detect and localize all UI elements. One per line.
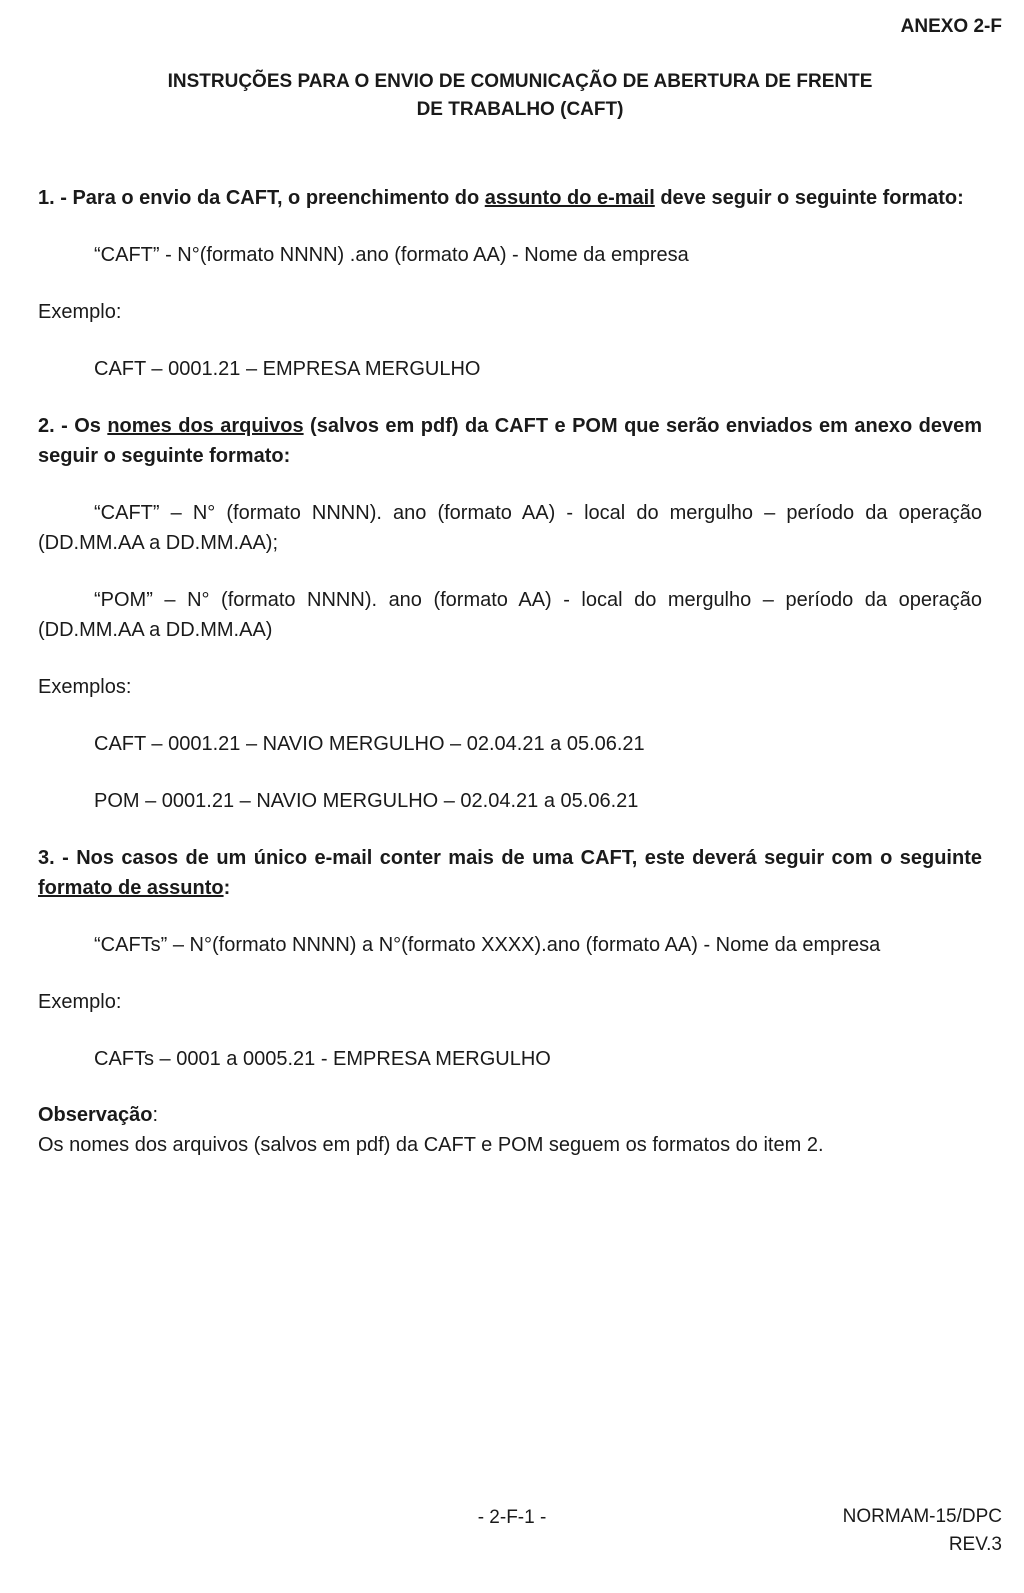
item-2-format-pom: “POM” – N° (formato NNNN). ano (formato AA) - local do mergulho – período da operação (DD.MM.AA a DD.MM.AA) <box>38 589 982 641</box>
item-3-format: “CAFTs” – N°(formato NNNN) a N°(formato XXXX).ano (formato AA) - Nome da empresa <box>94 934 881 956</box>
page-number: - 2-F-1 - <box>477 1507 547 1528</box>
annex-label: ANEXO 2-F <box>900 16 1002 37</box>
item-1-underlined: assunto do e-mail <box>484 187 655 209</box>
item-1-suffix: deve seguir o seguinte formato: <box>654 187 964 209</box>
document-reference <box>843 1503 1002 1559</box>
title-line-1: INSTRUÇÕES PARA O ENVIO DE COMUNICAÇÃO DE ABERTURA DE FRENTE <box>167 71 873 92</box>
item-1-heading <box>38 183 982 213</box>
document-body <box>38 183 982 1160</box>
revision: REV.3 <box>948 1534 1002 1555</box>
item-3-prefix: 3. - Nos casos de um único e-mail conter mais de uma CAFT, este deverá seguir com o seguinte <box>38 847 982 869</box>
title-line-2: DE TRABALHO (CAFT) <box>416 99 624 120</box>
item-2-format-caft: “CAFT” – N° (formato NNNN). ano (formato AA) - local do mergulho – período da operação (DD.MM.AA a DD.MM.AA); <box>38 502 982 554</box>
item-2-suffix: (salvos em pdf) da CAFT e POM que serão enviados em anexo devem seguir o seguinte formato: <box>38 415 982 467</box>
item-2-underlined: nomes dos arquivos <box>107 415 304 437</box>
observation-colon: : <box>152 1104 159 1126</box>
normam-ref: NORMAM-15/DPC <box>842 1506 1002 1527</box>
item-3-heading <box>38 843 982 903</box>
item-1-example-label: Exemplo: <box>38 301 122 323</box>
observation-label: Observação <box>38 1104 153 1126</box>
item-3-underlined: formato de assunto <box>38 877 224 899</box>
item-3-example-label: Exemplo: <box>38 991 122 1013</box>
item-1-prefix: 1. - Para o envio da CAFT, o preenchimento do <box>38 187 485 209</box>
item-2-prefix: 2. - Os <box>38 415 108 437</box>
observation-heading <box>38 1100 982 1130</box>
page-title <box>60 68 980 124</box>
item-2-heading <box>38 411 982 471</box>
observation-text: Os nomes dos arquivos (salvos em pdf) da CAFT e POM seguem os formatos do item 2. <box>38 1134 824 1156</box>
item-3-example: CAFTs – 0001 a 0005.21 - EMPRESA MERGULHO <box>94 1048 551 1070</box>
item-1-format: “CAFT” - N°(formato NNNN) .ano (formato AA) - Nome da empresa <box>94 244 689 266</box>
item-3-suffix: : <box>223 877 231 899</box>
item-2-example-pom: POM – 0001.21 – NAVIO MERGULHO – 02.04.21 a 05.06.21 <box>94 790 639 812</box>
item-1-example: CAFT – 0001.21 – EMPRESA MERGULHO <box>94 358 481 380</box>
item-2-example-caft: CAFT – 0001.21 – NAVIO MERGULHO – 02.04.21 a 05.06.21 <box>94 733 645 755</box>
item-2-examples-label: Exemplos: <box>38 676 132 698</box>
